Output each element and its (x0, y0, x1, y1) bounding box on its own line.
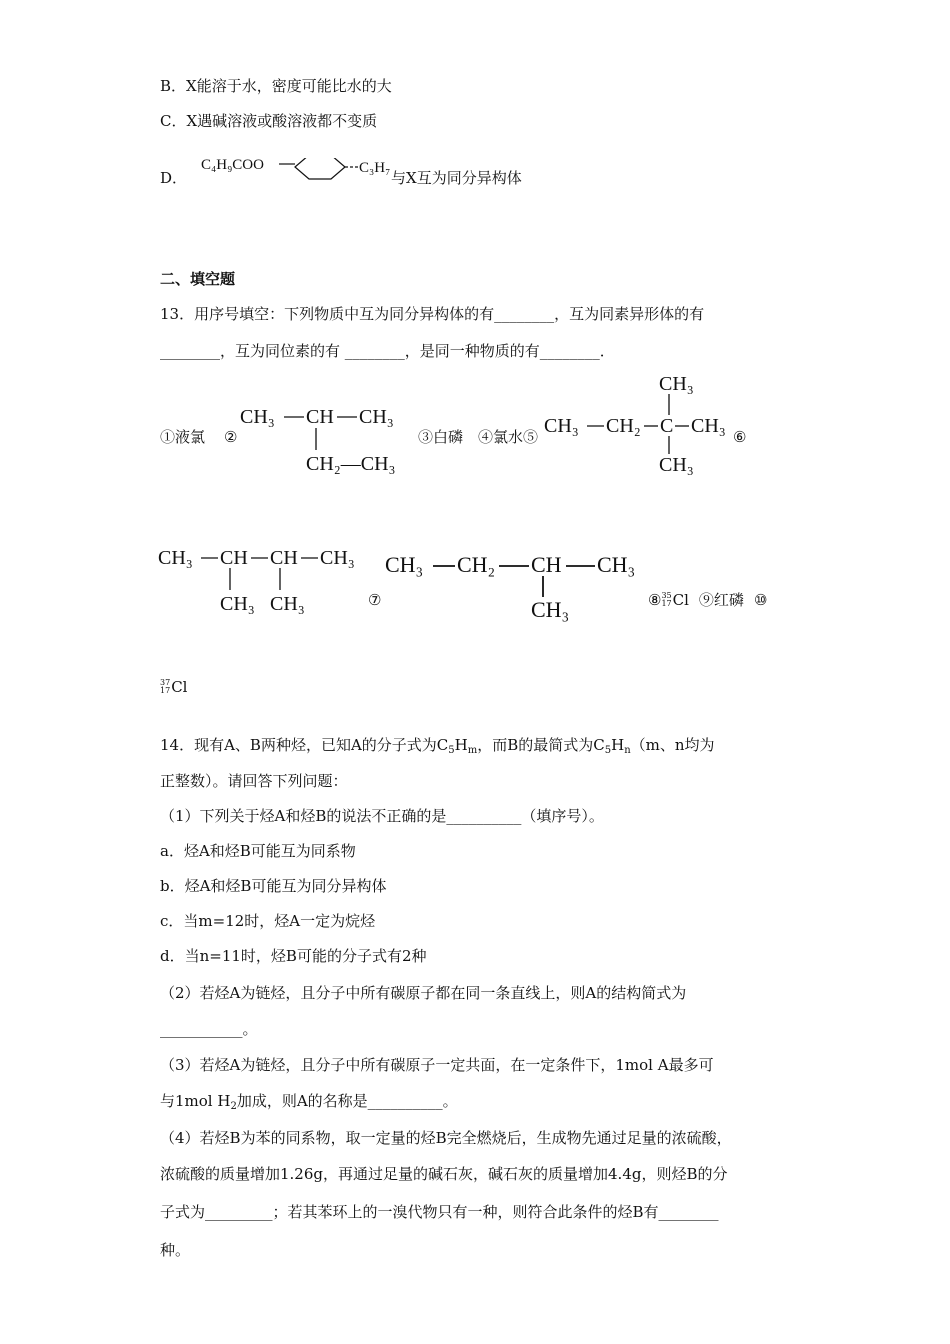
s7-ch3-bottom: CH₃ (531, 597, 570, 622)
q14-part1: （1）下列关于烃A和烃B的说法不正确的是__________（填序号）。 (160, 807, 604, 825)
structure-2-methylbutane (240, 400, 420, 480)
q13-item8: ⑧ (648, 591, 662, 609)
s7-ch3-right: CH₃ (597, 552, 636, 577)
option-b: B．X能溶于水，密度可能比水的大 (160, 77, 392, 95)
q14-l1-sub2: m (467, 745, 478, 756)
cl37-symbol: Cl (171, 678, 188, 696)
s6-ch-1: CH (220, 547, 248, 569)
structure-23-dimethylbutane (158, 540, 373, 620)
cl35-symbol: Cl (672, 591, 689, 609)
q14-option-d: d．当n=11时，烃B可能的分子式有2种 (160, 947, 427, 965)
q14-l1-b: H (454, 736, 468, 754)
q13-item3: ③白磷 (418, 428, 464, 446)
q13-item4: ④氯水⑤ (478, 428, 539, 446)
q14-l1-sub4: n (624, 745, 631, 756)
s2-ch: CH (306, 406, 334, 428)
option-d-suffix: 与X互为同分异构体 (391, 169, 522, 187)
q14-l1-d: H (611, 736, 625, 754)
s5-ch2: CH₂ (606, 415, 641, 437)
q14-option-c: c．当m=12时，烃A一定为烷烃 (160, 912, 376, 930)
q13-item10: ⑩ (753, 591, 768, 609)
q13-item8-line (648, 590, 767, 610)
s2-ch3-right: CH₃ (359, 406, 394, 428)
q14-p3-b: 加成，则A的名称是__________。 (236, 1092, 458, 1110)
q14-p3-sub: 2 (230, 1101, 237, 1112)
q14-part4-line3: 子式为_________；若其苯环上的一溴代物只有一种，则符合此条件的烃B有________ (160, 1203, 719, 1221)
q14-part4-line2: 浓硫酸的质量增加1.26g，再通过足量的碱石灰，碱石灰的质量增加4.4g，则烃B的分 (160, 1165, 728, 1183)
s6-ch3-right: CH₃ (320, 547, 355, 569)
q14-l1-sub3: 5 (604, 745, 612, 756)
s6-ch3-bottom-2: CH₃ (270, 593, 305, 615)
s5-ch3-right: CH₃ (691, 415, 726, 437)
q14-p3-a: 与1mol H (160, 1092, 231, 1110)
q14-part3-line2 (160, 1091, 458, 1117)
q13-item6: ⑥ (733, 428, 747, 446)
q14-line2: 正整数）。请回答下列问题： (160, 772, 348, 790)
q13-item2: ② (224, 428, 238, 446)
q14-l1-sub1: 5 (448, 745, 455, 756)
q14-l1-c: ，而B的最简式为C (477, 736, 605, 754)
cl37-mass: 37 (160, 678, 171, 687)
s2-ch2-ch3: CH₂—CH₃ (306, 453, 396, 475)
s5-ch3-left: CH₃ (544, 415, 579, 437)
cl37-atomic: 17 (160, 686, 171, 695)
q14-part4-line1: （4）若烃B为苯的同系物，取一定量的烃B完全燃烧后，生成物先通过足量的浓硫酸， (160, 1129, 732, 1147)
s5-c: C (660, 415, 674, 437)
q13-item9: ⑨红磷 (698, 591, 744, 609)
s6-ch3-bottom-1: CH₃ (220, 593, 255, 615)
q13-item1: ①液氯 (160, 428, 206, 446)
q14-option-a: a．烃A和烃B可能互为同系物 (160, 842, 356, 860)
q14-part3-line1: （3）若烃A为链烃，且分子中所有碳原子一定共面，在一定条件下，1mol A最多可 (160, 1056, 714, 1074)
s5-ch3-top: CH₃ (659, 373, 694, 395)
cl37-nuclide (160, 679, 170, 695)
option-d-prefix: D． (160, 169, 188, 187)
q13-line2: ________，互为同位素的有 ________，是同一种物质的有________． (160, 342, 615, 360)
option-c: C．X遇碱溶液或酸溶液都不变质 (160, 112, 378, 130)
cl37-line (160, 677, 187, 697)
q14-l1-e: （m、n均为 (630, 736, 715, 754)
s7-ch: CH (531, 552, 562, 577)
ester-structure (201, 158, 401, 198)
cyclohexane-ring (295, 158, 345, 179)
q13-line1: 13．用序号填空：下列物质中互为同分异构体的有________，互为同素异形体的有 (160, 305, 705, 323)
cl35-nuclide (661, 592, 671, 608)
ester-left-group: C₄H₉COO (201, 158, 264, 173)
q14-part2-line2: ___________。 (160, 1020, 258, 1038)
s2-ch3-left: CH₃ (240, 406, 275, 428)
option-d (160, 158, 522, 198)
section-title: 二、填空题 (160, 270, 236, 288)
q14-option-b: b．烃A和烃B可能互为同分异构体 (160, 877, 387, 895)
ester-right-group: C₃H₇ (359, 160, 391, 176)
q14-part2-line1: （2）若烃A为链烃，且分子中所有碳原子都在同一条直线上，则A的结构简式为 (160, 984, 687, 1002)
q14-part4-line4: 种。 (160, 1241, 191, 1259)
cl35-mass: 35 (661, 591, 672, 600)
s7-ch3-left: CH₃ (385, 552, 424, 577)
q14-l1-a: 14．现有A、B两种烃，已知A的分子式为C (160, 736, 449, 754)
structure-22-dimethylbutane (544, 370, 734, 475)
structure-2-methylbutane-b (385, 545, 645, 625)
s6-ch3-left: CH₃ (158, 547, 193, 569)
q13-item7: ⑦ (368, 591, 382, 609)
s5-ch3-bottom: CH₃ (659, 454, 694, 475)
cl35-atomic: 17 (661, 599, 672, 608)
q14-line1 (160, 735, 715, 761)
s6-ch-2: CH (270, 547, 298, 569)
s7-ch2: CH₂ (457, 552, 496, 577)
